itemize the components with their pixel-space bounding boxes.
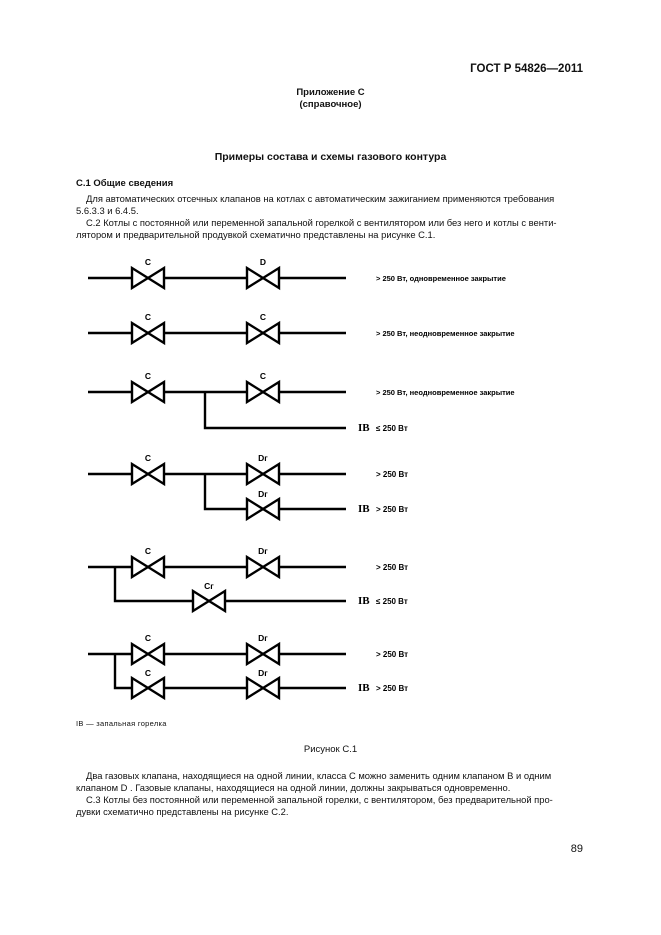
paragraph-1 [76,193,584,217]
valve-label: Cг [204,581,214,591]
valve-symbol [193,591,225,611]
paragraph-3 [76,770,584,794]
valve-label: C [259,371,267,381]
appendix-title: Приложение С [296,87,365,98]
row-label: > 250 Вт, неодновременное закрытие [376,329,515,338]
section-heading: С.1 Общие сведения [76,178,174,189]
diagram-row-6 [88,633,408,698]
row-label: > 250 Вт [376,470,409,479]
paragraph-line: С.2 Котлы с постоянной или переменной запальной горелкой с вентилятором или без него и котлы с венти- [86,217,557,228]
paragraph-line: Для автоматических отсечных клапанов на котлах с автоматическим зажиганием применяются требования [86,193,555,204]
valve-label: C [144,668,152,678]
row-label: > 250 Вт, неодновременное закрытие [376,388,515,397]
valve-label: Dг [258,668,268,678]
paragraph-line: С.3 Котлы без постоянной или переменной запальной горелки, с вентилятором, без предварительной про- [86,794,553,805]
diagram-row-2 [88,312,515,343]
valve-label: C [144,312,152,322]
valve-symbol [132,464,164,484]
row-label: > 250 Вт [376,650,409,659]
paragraph-line: лятором и предварительной продувкой схематично представлены на рисунке С.1. [76,229,436,240]
valve-symbol [247,557,279,577]
valve-symbol [132,268,164,288]
row-label: > 250 Вт [376,563,409,572]
gas-circuit-diagram [0,245,661,705]
paragraph-line: клапаном D . Газовые клапаны, находящиеся на одной линии, должны закрываться одновременно. [76,782,511,793]
valve-symbol [247,323,279,343]
diagram-row-3 [88,371,515,434]
ib-power-label: ≤ 250 Вт [376,597,408,606]
valve-symbol [132,557,164,577]
main-title: Примеры состава и схемы газового контура [214,151,447,163]
valve-symbol [247,678,279,698]
paragraph-4 [76,794,584,818]
diagram-row-1 [88,257,506,288]
paragraph-line: Два газовых клапана, находящиеся на одной линии, класса С можно заменить одним клапаном В и одним [86,770,552,781]
paragraph-line: 5.6.3.3 и 6.4.5. [76,205,139,216]
valve-label: C [144,453,152,463]
paragraph-2 [76,217,584,241]
valve-symbol [132,678,164,698]
valve-label: Dг [258,633,268,643]
ib-power-label: ≤ 250 Вт [376,424,408,433]
figure-caption: Рисунок С.1 [303,744,358,755]
valve-symbol [132,382,164,402]
valve-label: Dг [258,453,268,463]
ib-power-label: > 250 Вт [376,505,409,514]
valve-label: C [144,371,152,381]
valve-symbol [247,382,279,402]
valve-symbol [247,644,279,664]
ib-label: IB [358,595,370,607]
standard-header: ГОСТ Р 54826—2011 [470,63,583,75]
valve-symbol [132,644,164,664]
valve-symbol [132,323,164,343]
ib-label: IB [358,422,370,434]
valve-label: C [259,312,267,322]
valve-label: Dг [258,546,268,556]
valve-label: C [144,546,152,556]
valve-symbol [247,268,279,288]
valve-label: C [144,633,152,643]
diagram-row-5 [88,546,408,611]
valve-label: C [144,257,152,267]
page-number: 89 [570,843,583,855]
valve-label: D [259,257,267,267]
ib-label: IB [358,682,370,694]
valve-symbol [247,499,279,519]
paragraph-line: дувки схематично представлены на рисунке С.2. [76,806,289,817]
diagram-row-4 [88,453,408,519]
row-label: > 250 Вт, одновременное закрытие [376,274,506,283]
valve-symbol [247,464,279,484]
figure-note: IB — запальная горелка [76,719,167,728]
ib-label: IB [358,503,370,515]
ib-power-label: > 250 Вт [376,684,409,693]
valve-label: Dг [258,489,268,499]
appendix-type: (справочное) [299,99,362,110]
